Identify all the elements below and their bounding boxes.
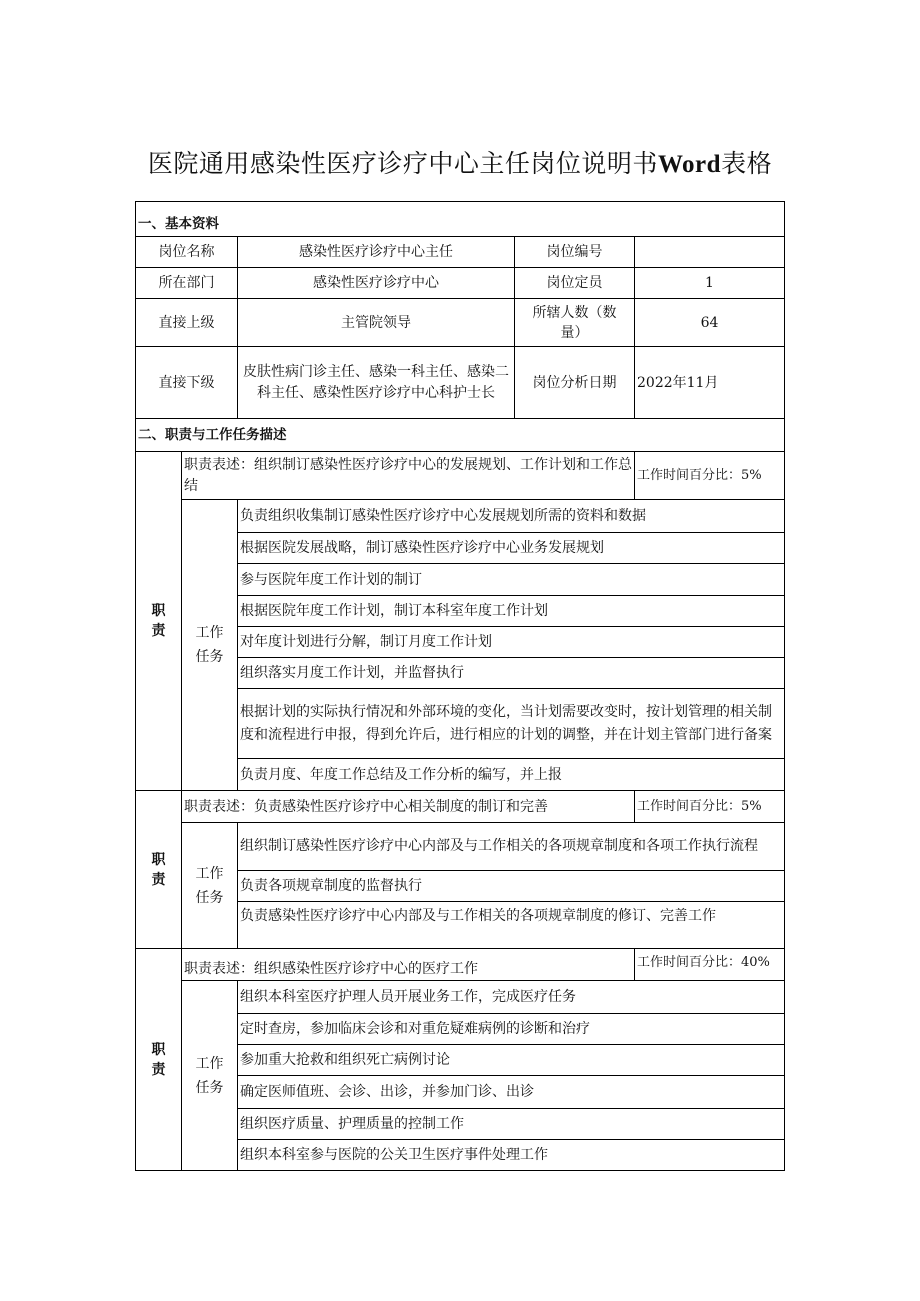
duty-3-task: 参加重大抢救和组织死亡病例讨论 [237,1044,784,1075]
value-subordinate-count: 64 [634,298,784,346]
duty-3-label: 职责 [136,948,181,1170]
duty-2-task: 组织制订感染性医疗诊疗中心内部及与工作相关的各项规章制度和各项工作执行流程 [237,822,784,870]
label-superior: 直接上级 [136,298,237,346]
duty-3-task: 组织本科室参与医院的公关卫生医疗事件处理工作 [237,1139,784,1170]
label-analysis-date: 岗位分析日期 [514,346,634,418]
section-duties-heading: 二、职责与工作任务描述 [136,418,784,451]
duty-1-tasks-label: 工作任务 [181,499,237,790]
duty-3-percent: 工作时间百分比：40% [634,948,784,980]
duty-2-percent: 工作时间百分比：5% [634,790,784,822]
job-description-table [135,201,785,1171]
label-department: 所在部门 [136,267,237,298]
duty-1-description: 职责表述：组织制订感染性医疗诊疗中心的发展规划、工作计划和工作总结 [181,451,634,499]
duty-3-task: 确定医师值班、会诊、出诊，并参加门诊、出诊 [237,1075,784,1108]
duty-3-task: 组织医疗质量、护理质量的控制工作 [237,1108,784,1139]
value-subordinates: 皮肤性病门诊主任、感染一科主任、感染二科主任、感染性医疗诊疗中心科护士长 [237,346,514,418]
duty-1-task: 根据医院年度工作计划，制订本科室年度工作计划 [237,595,784,626]
duty-3-task: 组织本科室医疗护理人员开展业务工作，完成医疗任务 [237,980,784,1013]
page-title: 医院通用感染性医疗诊疗中心主任岗位说明书Word表格 [147,149,773,178]
duty-3-description: 职责表述：组织感染性医疗诊疗中心的医疗工作 [181,948,634,980]
value-headcount: 1 [634,267,784,298]
value-position-code [634,236,784,267]
duty-2-task: 负责各项规章制度的监督执行 [237,870,784,901]
label-position-code: 岗位编号 [514,236,634,267]
duty-1-label: 职责 [136,451,181,790]
duty-1-percent: 工作时间百分比：5% [634,451,784,499]
label-subordinate-count: 所辖人数（数量） [514,298,634,346]
label-headcount: 岗位定员 [514,267,634,298]
duty-1-task: 负责组织收集制订感染性医疗诊疗中心发展规划所需的资料和数据 [237,499,784,532]
label-position-name: 岗位名称 [136,236,237,267]
duty-3-task: 定时查房，参加临床会诊和对重危疑难病例的诊断和治疗 [237,1013,784,1044]
duty-1-task: 组织落实月度工作计划，并监督执行 [237,657,784,688]
duty-2-task: 负责感染性医疗诊疗中心内部及与工作相关的各项规章制度的修订、完善工作 [237,901,784,948]
duty-3-tasks-label: 工作任务 [181,980,237,1170]
duty-1-task: 对年度计划进行分解，制订月度工作计划 [237,626,784,657]
label-subordinates: 直接下级 [136,346,237,418]
value-analysis-date: 2022年11月 [634,346,784,418]
duty-1-task: 负责月度、年度工作总结及工作分析的编写，并上报 [237,758,784,790]
duty-2-tasks-label: 工作任务 [181,822,237,948]
duty-1-task: 参与医院年度工作计划的制订 [237,563,784,595]
duty-1-task: 根据计划的实际执行情况和外部环境的变化，当计划需要改变时，按计划管理的相关制度和流程进行申报，得到允许后，进行相应的计划的调整，并在计划主管部门进行备案 [237,688,784,758]
duty-2-description: 职责表述：负责感染性医疗诊疗中心相关制度的制订和完善 [181,790,634,822]
duty-2-label: 职责 [136,790,181,948]
value-position-name: 感染性医疗诊疗中心主任 [237,236,514,267]
section-basic-heading: 一、基本资料 [138,216,219,232]
value-department: 感染性医疗诊疗中心 [237,267,514,298]
duty-1-task: 根据医院发展战略，制订感染性医疗诊疗中心业务发展规划 [237,532,784,563]
value-superior: 主管院领导 [237,298,514,346]
